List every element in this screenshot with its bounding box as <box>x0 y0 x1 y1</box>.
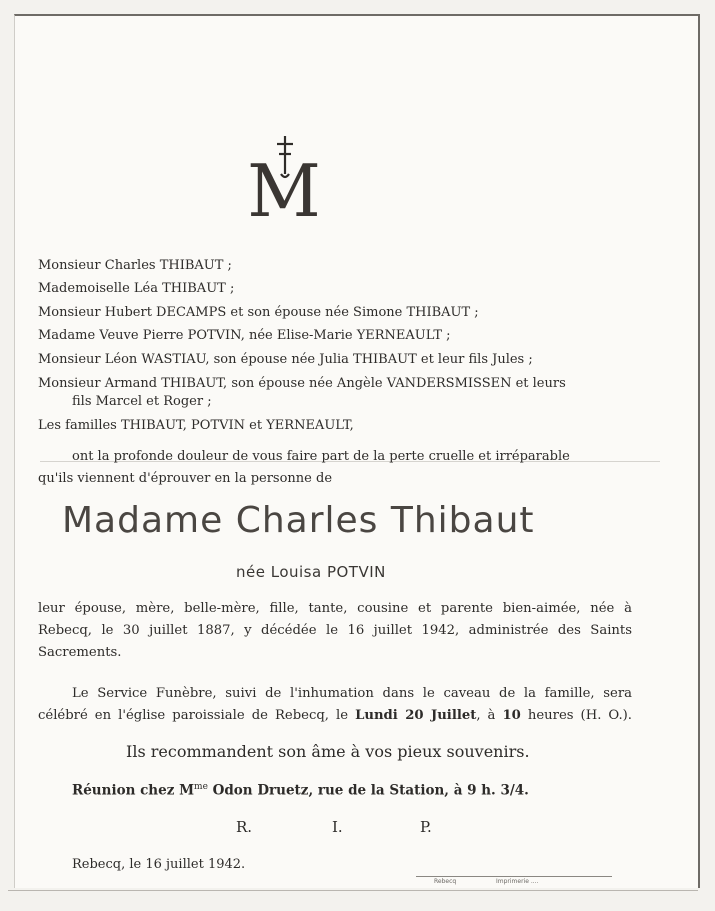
deceased-name: Madame Charles Thibaut <box>62 500 535 541</box>
announcement-line-2: qu'ils viennent d'éprouver en la personne de <box>38 471 333 486</box>
cross-monogram-icon <box>236 134 332 222</box>
rip-i: I. <box>332 818 343 836</box>
service-paragraph <box>38 683 632 727</box>
printer-right: Imprimerie .... <box>496 878 539 885</box>
service-line-2-mid: , à <box>476 708 503 723</box>
printer-left: Rebecq <box>434 878 457 885</box>
recommendation: Ils recommandent son âme à vos pieux souvenirs. <box>126 742 530 761</box>
place-date-signoff: Rebecq, le 16 juillet 1942. <box>72 857 246 872</box>
family-line-3: Monsieur Hubert DECAMPS et son épouse née Simone THIBAUT ; <box>38 305 479 320</box>
bio-line-2: Rebecq, le 30 juillet 1887, y décédée le 16 juillet 1942, administrée des Saints <box>38 623 632 638</box>
reunion-line <box>72 782 529 799</box>
service-hour: 10 <box>502 708 521 723</box>
bio-paragraph <box>38 598 632 664</box>
reunion-sup: me <box>194 782 208 792</box>
service-line-2-post: heures (H. O.). <box>520 708 632 723</box>
service-line-1: Le Service Funèbre, suivi de l'inhumation dans le caveau de la famille, sera <box>72 686 632 701</box>
service-line-2 <box>38 705 632 727</box>
family-line-4: Madame Veuve Pierre POTVIN, née Elise-Marie YERNEAULT ; <box>38 328 451 343</box>
family-line-6a: Monsieur Armand THIBAUT, son épouse née Angèle VANDERSMISSEN et leurs <box>38 376 566 391</box>
rip-r: R. <box>236 818 253 836</box>
family-line-1: Monsieur Charles THIBAUT ; <box>38 258 232 273</box>
family-line-6b: fils Marcel et Roger ; <box>72 394 212 409</box>
bio-line-1: leur épouse, mère, belle-mère, fille, tante, cousine et parente bien-aimée, née à <box>38 601 632 616</box>
family-line-5: Monsieur Léon WASTIAU, son épouse née Julia THIBAUT et leur fils Jules ; <box>38 352 533 367</box>
announcement-line-1: ont la profonde douleur de vous faire part de la perte cruelle et irréparable <box>72 449 570 464</box>
printer-imprint <box>416 876 612 887</box>
service-day: Lundi 20 Juillet <box>355 708 477 723</box>
rip-p: P. <box>420 818 432 836</box>
reunion-pre: Réunion chez M <box>72 782 195 799</box>
service-line-2-pre: célébré en l'église paroissiale de Rebecq, le <box>38 708 356 723</box>
bio-line-3: Sacrements. <box>38 645 122 660</box>
monogram-letter: M <box>247 149 321 222</box>
family-line-7: Les familles THIBAUT, POTVIN et YERNEAULT, <box>38 418 354 433</box>
bottom-edge-rule <box>8 890 698 891</box>
family-line-2: Mademoiselle Léa THIBAUT ; <box>38 281 235 296</box>
maiden-name: née Louisa POTVIN <box>236 563 386 581</box>
reunion-post: Odon Druetz, rue de la Station, à 9 h. 3/4. <box>207 782 529 799</box>
